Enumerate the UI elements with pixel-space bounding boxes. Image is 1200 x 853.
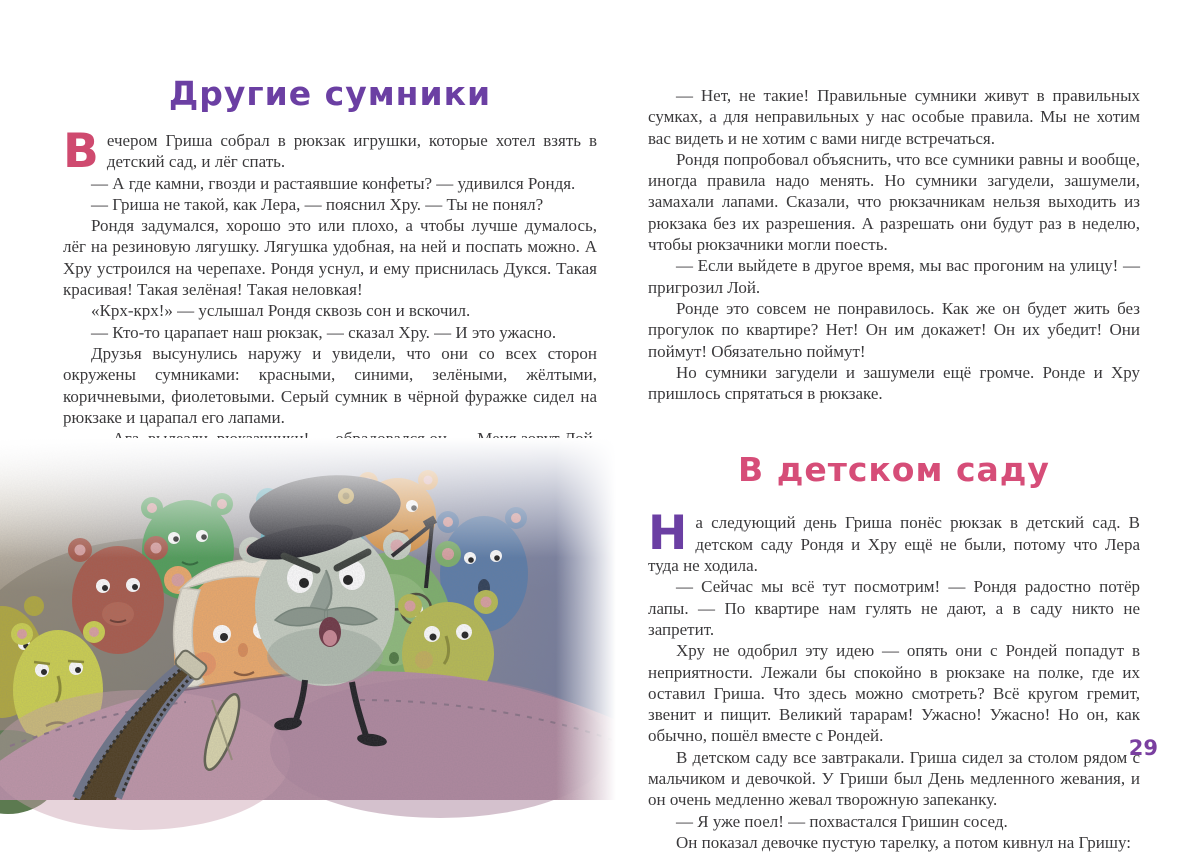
paragraph: «Крх-крх!» — услышал Рондя сквозь сон и вскочил. [91,301,471,321]
paragraph: — Если выйдете в другое время, мы вас прогоним на улицу! — пригрозил Лой. [648,256,1140,297]
paragraph: — А где камни, гвозди и растаявшие конфеты? — удивился Рондя. [91,173,576,193]
paragraph: Рондя попробовал объяснить, что все сумники равны и вообще, иногда правила надо менять. Но сумники загудели, зашумели, замахали лапами. Сказали, что рюкзачникам нельзя выходить из рюкзака без их разрешения. А разрешать они будут раз в неделю, чтобы рюкзачники могли поесть. [648,149,1140,255]
section-heading: В детском саду [738,450,1050,490]
paragraph: — Сейчас мы всё тут посмотрим! — Рондя радостно потёр лапы. — По квартире нам гулять не дают, а в саду никто не запретит. [648,577,1140,639]
paragraph [648,506,1140,576]
paragraph: В детском саду все завтракали. Гриша сидел за столом рядом с мальчиком и девочкой. У Гриши был День медленного жевания, и он очень медленно жевал творожную запеканку. [648,747,1140,810]
drop-cap: Н [648,506,688,562]
paragraph: Друзья высунулись наружу и увидели, что они со всех сторон окружены сумниками: красными, синими, зелёными, жёлтыми, коричневыми, фиолетовыми. Серый сумник в чёрной фуражке сидел на рюкзаке и царапал его лапами. [63,343,597,427]
paragraph: — Нет, не такие! Правильные сумники живут в правильных сумках, а для неправильных у нас особые правила. Мы не хотим вас видеть и не хотим с вами нигде встречаться. [648,86,1140,148]
paragraph: — Гриша не такой, как Лера, — пояснил Хру. — Ты не понял? [91,194,544,214]
paragraph: — Кто-то царапает наш рюкзак, — сказал Хру. — И это ужасно. [91,322,557,342]
paragraph [63,124,597,179]
chapter-title: Другие сумники [168,74,492,113]
right-fade [556,438,616,800]
paragraph-text: а следующий день Гриша понёс рюкзак в детский сад. В детском саду Рондя и Хру ещё не были, потому что Лера туда не ходила. [648,513,1140,576]
illustration-sumniki-crowd [0,438,616,800]
paragraph: Он показал девочке пустую тарелку, а потом кивнул на Гришу: [676,832,1131,852]
drop-cap: В [63,124,99,179]
paragraph: — Я уже поел! — похвастался Гришин сосед. [676,811,1008,831]
paragraph: Хру не одобрил эту идею — опять они с Рондей попадут в неприятности. Лежали бы спокойно в рюкзаке на полке, где их оставил Гриша. Что здесь можно смотреть? Всё кругом гремит, звенит и пищит. Великий тарарам! Ужасно! Ужасно! Но он, как обычно, пошёл вместе с Рондей. [648,641,1140,746]
paragraph: Ронде это совсем не понравилось. Как же он будет жить без прогулок по квартире? Нет! Он им докажет! Он их убедит! Они поймут! Обязательно поймут! [648,298,1140,361]
page-number: 29 [1128,736,1158,760]
paragraph-text: ечером Гриша собрал в рюкзак игрушки, которые хотел взять в детский сад, и лёг спать. [106,131,597,172]
paragraph: Но сумники загудели и зашумели ещё громче. Ронде и Хру пришлось спрятаться в рюкзаке. [648,362,1140,404]
page-right [648,85,1140,853]
top-fade [0,438,616,558]
paragraph: Рондя задумался, хорошо это или плохо, а чтобы лучше думалось, лёг на резиновую лягушку. Лягушка удобная, на ней и поспать можно. А Хру устроился на черепахе. Рондя уснул, и ему приснилась Дукся. Такая красивая! Такая зелёная! Такая неловкая! [63,216,597,300]
